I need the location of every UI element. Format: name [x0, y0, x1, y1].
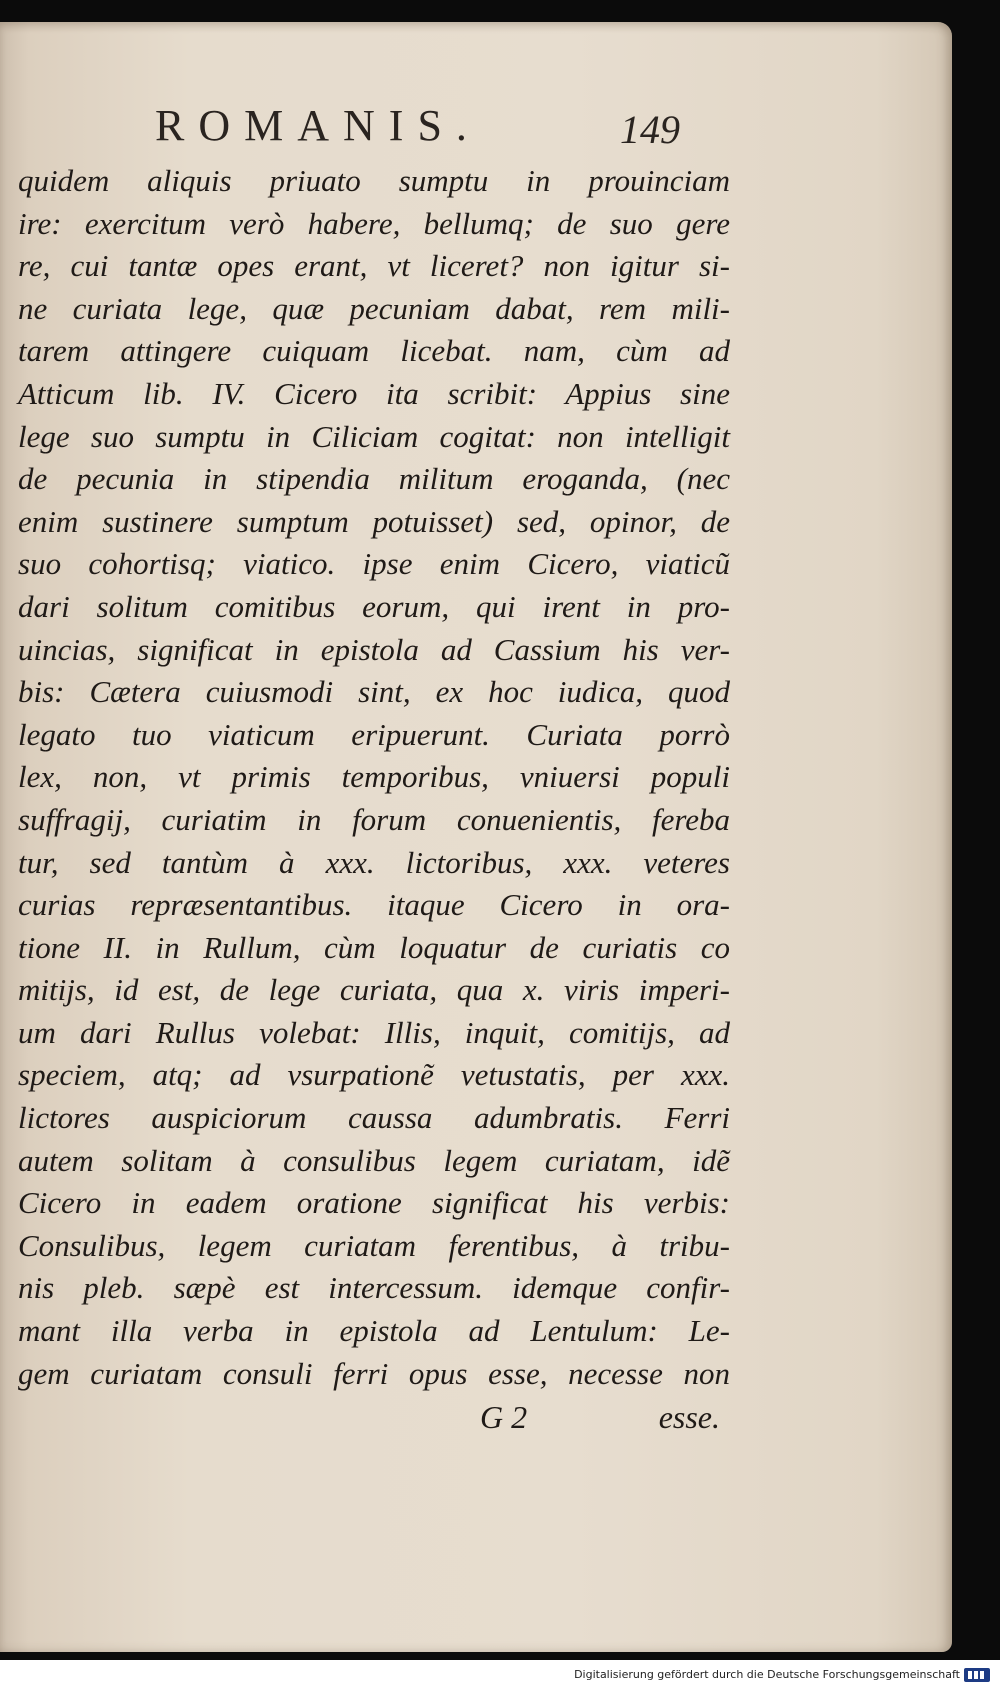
page-number: 149	[620, 107, 680, 152]
text-line: gem curiatam consuli ferri opus esse, necesse non	[18, 1355, 730, 1391]
running-head: ROMANIS.	[155, 101, 481, 150]
catchword: esse.	[658, 1399, 720, 1435]
digitization-footer	[0, 1660, 1000, 1691]
text-line: lex, non, vt primis temporibus, vniuersi populi	[18, 759, 730, 795]
dfg-logo-icon	[964, 1668, 990, 1682]
text-line: ne curiata lege, quæ pecuniam dabat, rem mili-	[18, 290, 730, 326]
signature-mark: G 2	[480, 1399, 528, 1435]
text-line: ire: exercitum verò habere, bellumq; de suo gere	[18, 205, 730, 241]
text-line: enim sustinere sumptum potuisset) sed, opinor, de	[18, 503, 730, 539]
book-page	[0, 22, 952, 1652]
text-line: autem solitam à consulibus legem curiatam, idẽ	[18, 1142, 730, 1178]
text-line: suo cohortisq; viatico. ipse enim Cicero, viaticũ	[18, 546, 730, 582]
text-line: curias repræsentantibus. itaque Cicero in ora-	[18, 887, 730, 923]
text-line: suffragij, curiatim in forum conuenientis, fereba	[18, 801, 730, 837]
text-line: Atticum lib. IV. Cicero ita scribit: Appius sine	[18, 375, 730, 411]
text-line: lictores auspiciorum caussa adumbratis. Ferri	[18, 1100, 730, 1136]
text-line: bis: Cætera cuiusmodi sint, ex hoc iudica, quod	[18, 674, 730, 710]
body-text	[18, 160, 730, 1395]
text-line: uincias, significat in epistola ad Cassium his ver-	[18, 631, 730, 667]
text-line: speciem, atq; ad vsurpationẽ vetustatis, per xxx.	[18, 1057, 730, 1093]
text-line: Consulibus, legem curiatam ferentibus, à tribu-	[18, 1227, 730, 1263]
text-line: de pecunia in stipendia militum eroganda, (nec	[18, 461, 730, 497]
text-line: mant illa verba in epistola ad Lentulum: Le-	[18, 1313, 730, 1349]
text-line: Cicero in eadem oratione significat his verbis:	[18, 1185, 730, 1221]
text-line: tur, sed tantùm à xxx. lictoribus, xxx. veteres	[18, 844, 730, 880]
text-line: nis pleb. sæpè est intercessum. idemque confir-	[18, 1270, 730, 1306]
text-line: tarem attingere cuiquam licebat. nam, cùm ad	[18, 333, 730, 369]
text-line: mitijs, id est, de lege curiata, qua x. viris imperi-	[18, 972, 730, 1008]
text-line: tione II. in Rullum, cùm loquatur de curiatis co	[18, 929, 730, 965]
text-line: quidem aliquis priuato sumptu in prouinciam	[18, 163, 730, 198]
text-line: lege suo sumptu in Ciliciam cogitat: non intelligit	[18, 418, 730, 454]
text-line: um dari Rullus volebat: Illis, inquit, comitijs, ad	[18, 1014, 730, 1050]
text-line: legato tuo viaticum eripuerunt. Curiata porrò	[18, 716, 730, 752]
signature-line	[480, 1399, 720, 1439]
text-line: dari solitum comitibus eorum, qui irent in pro-	[18, 588, 730, 624]
funding-credit: Digitalisierung gefördert durch die Deutsche Forschungsgemeinschaft	[574, 1668, 960, 1681]
text-line: re, cui tantæ opes erant, vt liceret? non igitur si-	[18, 248, 730, 284]
